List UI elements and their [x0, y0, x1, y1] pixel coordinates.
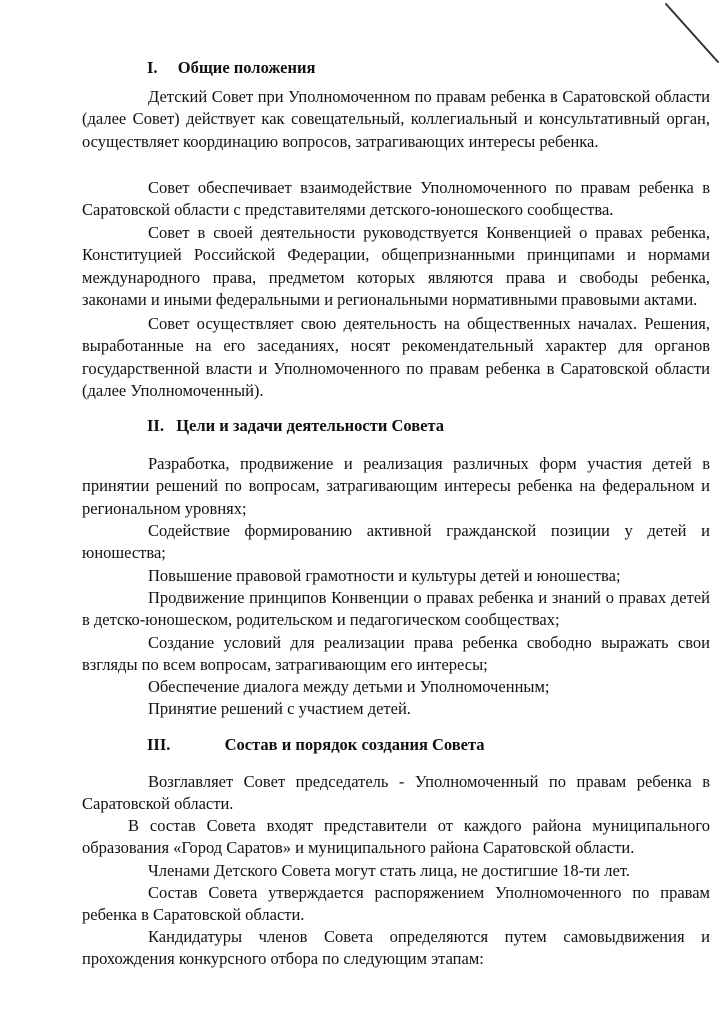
- section-2-paragraph: Принятие решений с участием детей.: [148, 699, 411, 718]
- section-1-paragraph: Совет осуществляет свою деятельность на общественных началах. Решения, выработанные на его заседаниях, носят рекомендательный характер для органов государственной власти и Уполномоченного по правам ребенка в Саратовской области (далее Уполномоченный).: [82, 314, 710, 400]
- section-1-number: I.: [147, 58, 158, 77]
- section-2-number: II.: [147, 416, 164, 435]
- section-2-paragraph: Создание условий для реализации права ребенка свободно выражать свои взгляды по всем вопросам, затрагивающим его интересы;: [82, 633, 710, 675]
- section-3-paragraph: Состав Совета утверждается распоряжением Уполномоченного по правам ребенка в Саратовской области.: [82, 883, 710, 925]
- section-3-paragraph: В состав Совета входят представители от каждого района муниципального образования «Город Саратов» и муниципального района Саратовской области.: [82, 816, 710, 858]
- section-3-paragraph: Кандидатуры членов Совета определяются путем самовыдвижения и прохождения конкурсного отбора по следующим этапам:: [82, 927, 710, 969]
- section-2-title: Цели и задачи деятельности Совета: [176, 416, 445, 435]
- section-1-paragraph: Детский Совет при Уполномоченном по правам ребенка в Саратовской области (далее Совет) действует как совещательный, коллегиальный и консультативный орган, осуществляет координацию вопросов, затрагивающих интересы ребенка.: [82, 87, 710, 151]
- section-2-paragraph: Повышение правовой грамотности и культуры детей и юношества;: [148, 566, 621, 585]
- section-2-heading: [147, 416, 444, 436]
- section-1-paragraph: Совет в своей деятельности руководствуется Конвенцией о правах ребенка, Конституцией Российской Федерации, общепризнанными принципами и нормами международного права, предметом которых являются права и свободы ребенка, законами и иными федеральными и региональными нормативными правовыми актами.: [82, 223, 710, 309]
- pen-stroke-mark: [652, 0, 722, 80]
- section-2-paragraph: Разработка, продвижение и реализация различных форм участия детей в принятии решений по вопросам, затрагивающим интересы ребенка на федеральном и региональном уровнях;: [82, 454, 710, 518]
- section-1-heading: [147, 58, 315, 78]
- section-3-heading: [147, 735, 485, 755]
- section-3-paragraph: Возглавляет Совет председатель - Уполномоченный по правам ребенка в Саратовской области.: [82, 772, 710, 814]
- section-3-number: III.: [147, 735, 171, 754]
- section-1-paragraph: Совет обеспечивает взаимодействие Уполномоченного по правам ребенка в Саратовской области с представителями детского-юношеского сообщества.: [82, 178, 710, 220]
- section-2-paragraph: Обеспечение диалога между детьми и Уполномоченным;: [148, 677, 550, 696]
- section-2-paragraph: Содействие формированию активной гражданской позиции у детей и юношества;: [82, 521, 710, 563]
- section-2-paragraph: Продвижение принципов Конвенции о правах ребенка и знаний о правах детей в детско-юношеском, родительском и педагогическом сообществах;: [82, 588, 710, 630]
- section-3-paragraph: Членами Детского Совета могут стать лица, не достигшие 18-ти лет.: [148, 861, 630, 880]
- section-1-title: Общие положения: [177, 58, 316, 77]
- section-3-title: Состав и порядок создания Совета: [224, 735, 485, 754]
